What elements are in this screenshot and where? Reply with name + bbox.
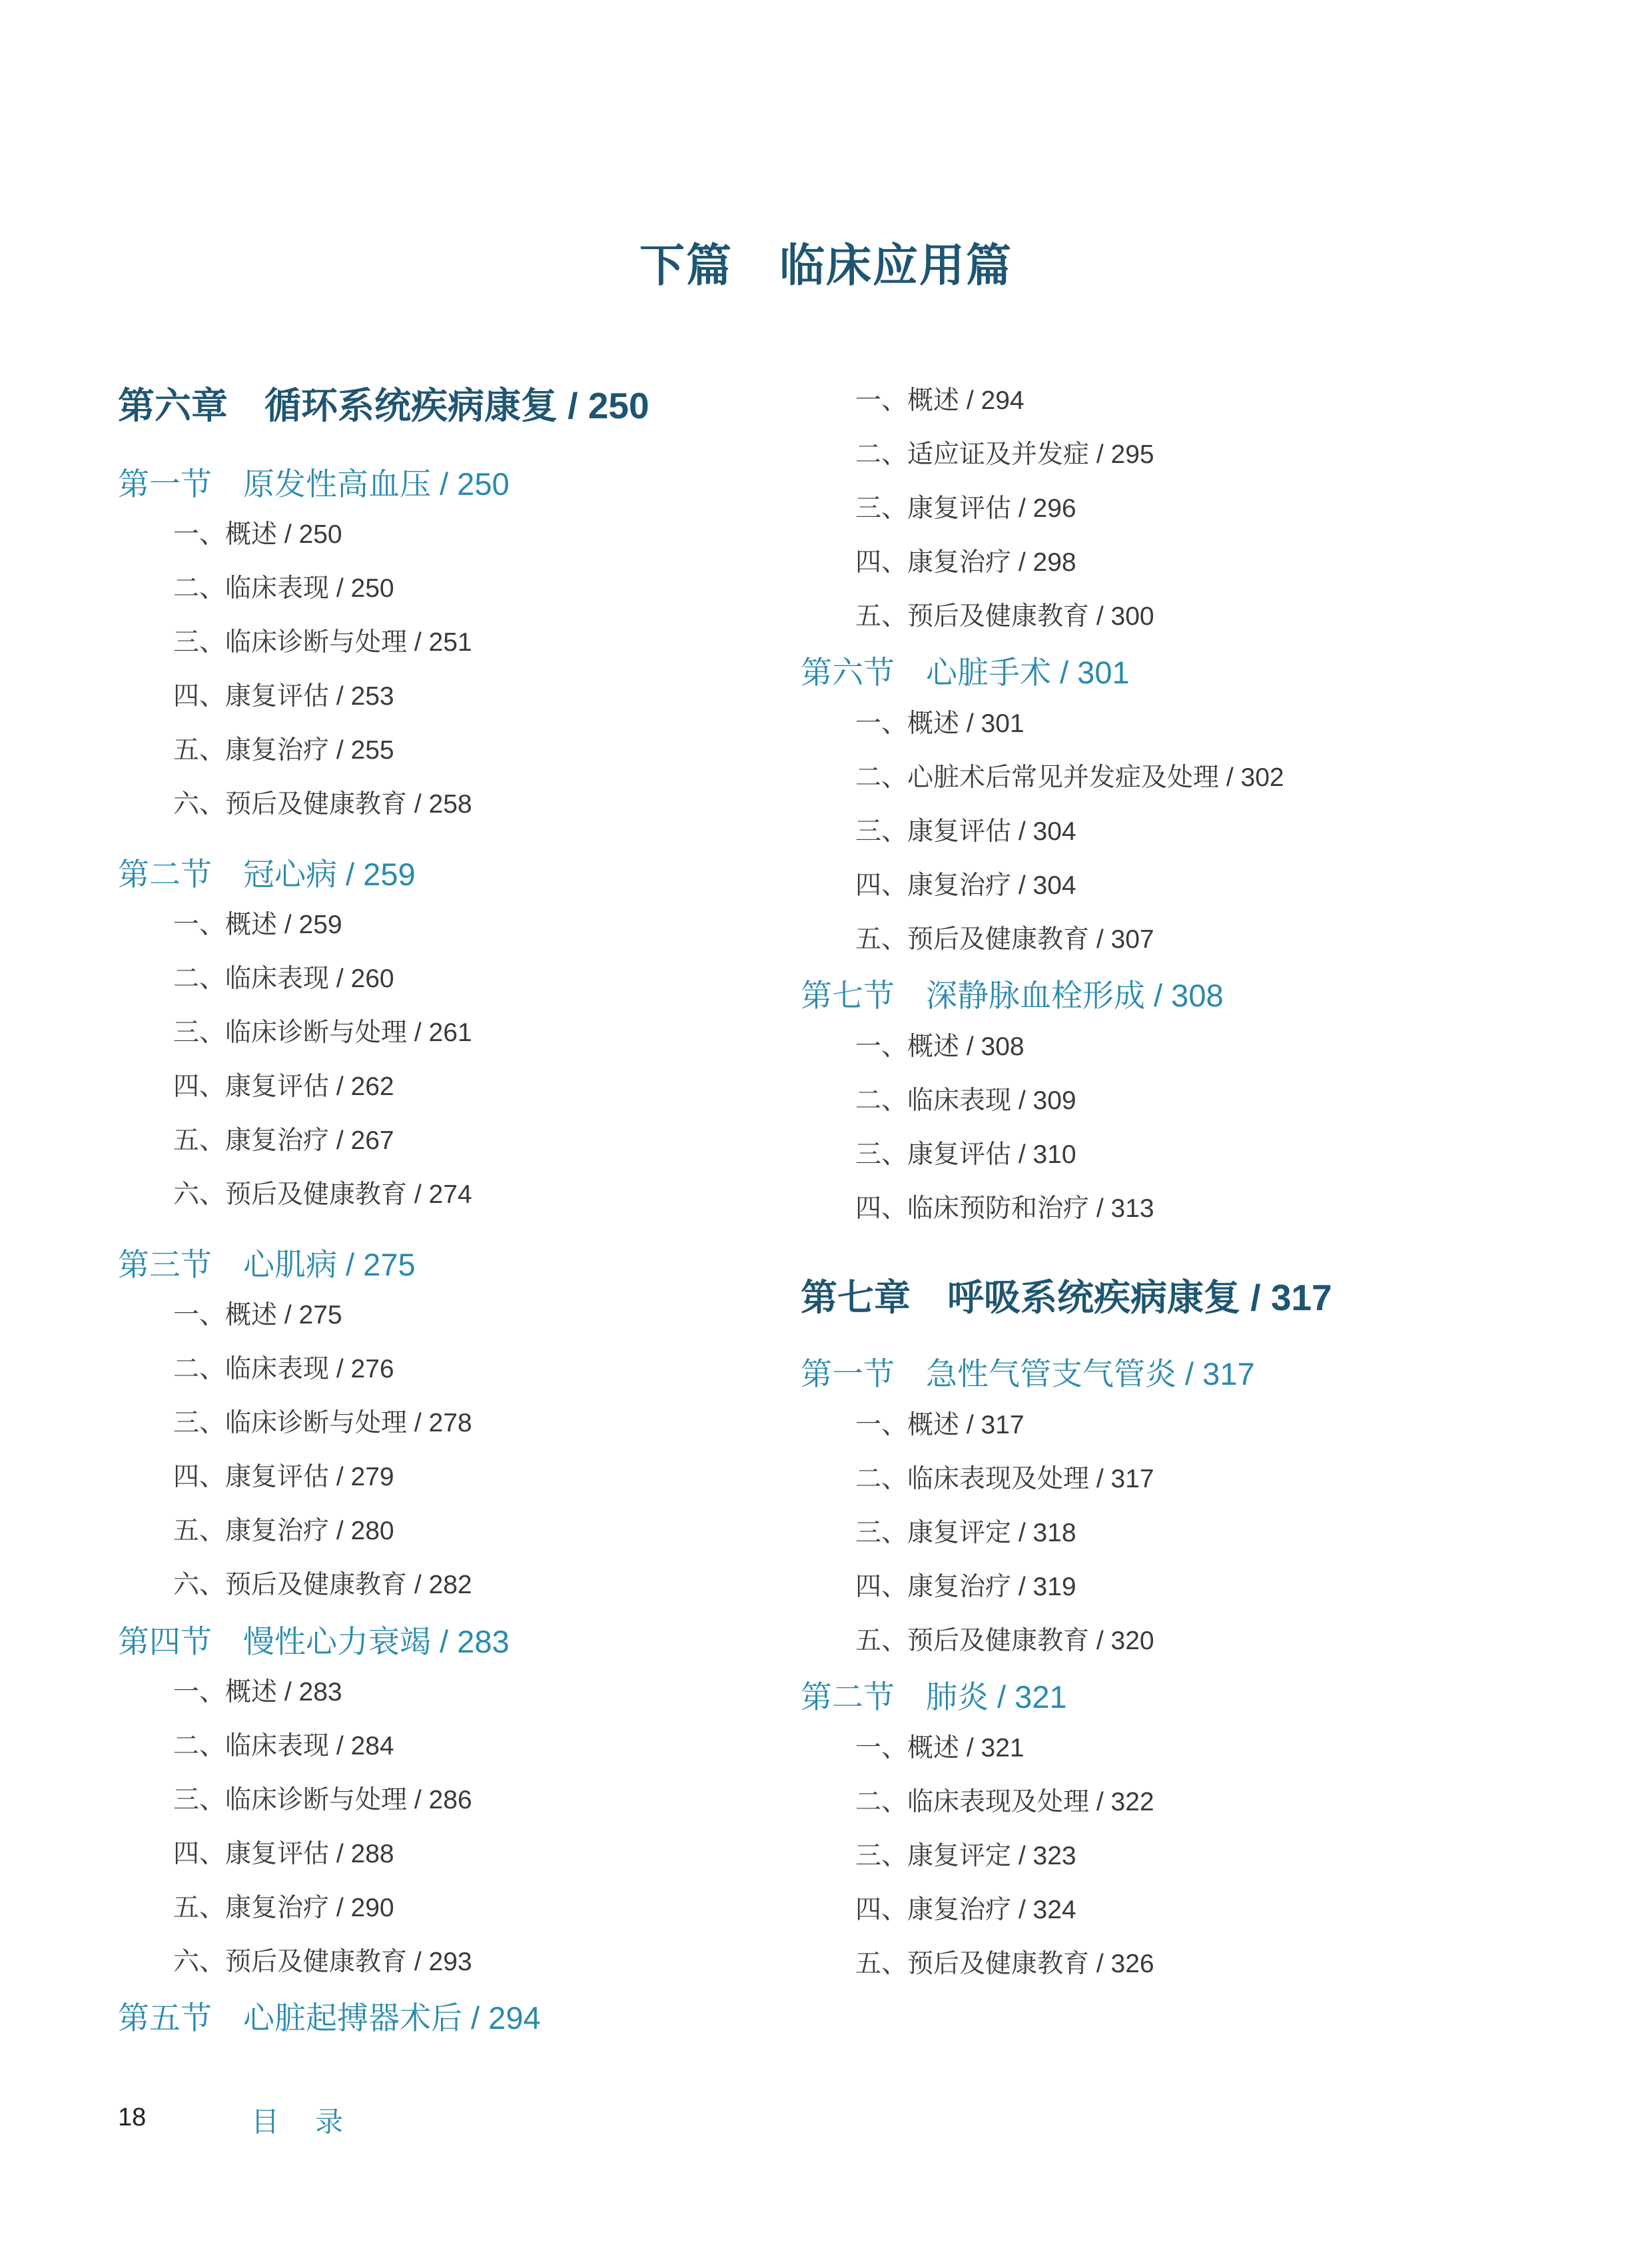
- toc-item: 五、康复治疗 / 280: [173, 1517, 394, 1545]
- toc-item: 二、临床表现 / 276: [173, 1355, 394, 1383]
- toc-item: 三、康复评定 / 323: [855, 1842, 1076, 1870]
- toc-chapter: 第六章 循环系统疾病康复 / 250: [118, 385, 649, 426]
- toc-item: 四、康复评估 / 253: [173, 682, 394, 711]
- toc-item: 六、预后及健康教育 / 282: [173, 1571, 472, 1599]
- toc-section: 第二节 肺炎 / 321: [801, 1679, 1067, 1714]
- toc-item: 四、康复治疗 / 324: [855, 1896, 1076, 1924]
- toc-item: 一、概述 / 283: [173, 1678, 342, 1706]
- toc-item: 一、概述 / 308: [855, 1032, 1025, 1061]
- toc-section: 第五节 心脏起搏器术后 / 294: [118, 2000, 541, 2036]
- footer-page-number: 18: [118, 2103, 147, 2131]
- toc-item: 五、预后及健康教育 / 300: [855, 602, 1154, 631]
- toc-item: 三、康复评估 / 310: [855, 1140, 1076, 1169]
- toc-item: 五、预后及健康教育 / 326: [855, 1950, 1154, 1978]
- toc-item: 四、康复治疗 / 298: [855, 548, 1076, 577]
- toc-item: 六、预后及健康教育 / 293: [173, 1948, 472, 1976]
- toc-item: 二、临床表现 / 284: [173, 1732, 394, 1760]
- toc-item: 二、临床表现及处理 / 317: [855, 1465, 1154, 1493]
- toc-item: 五、康复治疗 / 290: [173, 1894, 394, 1922]
- page-title: 下篇 临床应用篇: [639, 239, 1013, 292]
- toc-item: 二、心脏术后常见并发症及处理 / 302: [855, 763, 1284, 792]
- toc-item: 一、概述 / 317: [855, 1411, 1025, 1439]
- toc-section: 第二节 冠心病 / 259: [118, 857, 416, 892]
- toc-item: 四、临床预防和治疗 / 313: [855, 1194, 1154, 1223]
- toc-item: 三、康复评定 / 318: [855, 1519, 1076, 1547]
- toc-item: 四、康复评估 / 279: [173, 1463, 394, 1491]
- toc-item: 三、康复评估 / 296: [855, 494, 1076, 523]
- toc-item: 一、概述 / 250: [173, 520, 342, 549]
- toc-chapter: 第七章 呼吸系统疾病康复 / 317: [801, 1277, 1332, 1318]
- toc-item: 二、临床表现及处理 / 322: [855, 1788, 1154, 1816]
- toc-item: 五、康复治疗 / 255: [173, 736, 394, 765]
- toc-item: 五、预后及健康教育 / 307: [855, 925, 1154, 954]
- toc-item: 四、康复评估 / 288: [173, 1840, 394, 1868]
- toc-section: 第六节 心脏手术 / 301: [801, 655, 1130, 690]
- toc-item: 四、康复治疗 / 319: [855, 1573, 1076, 1601]
- toc-item: 三、临床诊断与处理 / 251: [173, 628, 472, 657]
- toc-item: 一、概述 / 294: [855, 386, 1025, 415]
- toc-section: 第一节 原发性高血压 / 250: [118, 466, 510, 502]
- toc-section: 第七节 深静脉血栓形成 / 308: [801, 978, 1224, 1013]
- footer-label: 目录: [251, 2106, 380, 2137]
- toc-item: 六、预后及健康教育 / 258: [173, 790, 472, 819]
- toc-item: 二、适应证及并发症 / 295: [855, 440, 1154, 469]
- toc-section: 第三节 心肌病 / 275: [118, 1247, 416, 1282]
- toc-item: 二、临床表现 / 260: [173, 964, 394, 993]
- toc-item: 二、临床表现 / 250: [173, 574, 394, 603]
- toc-section: 第一节 急性气管支气管炎 / 317: [801, 1356, 1255, 1391]
- toc-item: 一、概述 / 259: [173, 911, 342, 939]
- toc-item: 一、概述 / 275: [173, 1301, 342, 1329]
- toc-item: 三、临床诊断与处理 / 278: [173, 1409, 472, 1437]
- toc-item: 三、康复评估 / 304: [855, 817, 1076, 846]
- toc-item: 三、临床诊断与处理 / 261: [173, 1018, 472, 1047]
- toc-item: 六、预后及健康教育 / 274: [173, 1180, 472, 1209]
- toc-item: 二、临床表现 / 309: [855, 1086, 1076, 1115]
- toc-item: 三、临床诊断与处理 / 286: [173, 1786, 472, 1814]
- toc-section: 第四节 慢性心力衰竭 / 283: [118, 1624, 510, 1659]
- toc-item: 五、预后及健康教育 / 320: [855, 1627, 1154, 1655]
- toc-item: 五、康复治疗 / 267: [173, 1126, 394, 1155]
- toc-item: 一、概述 / 301: [855, 709, 1025, 738]
- toc-item: 一、概述 / 321: [855, 1734, 1025, 1762]
- toc-item: 四、康复治疗 / 304: [855, 871, 1076, 900]
- toc-item: 四、康复评估 / 262: [173, 1072, 394, 1101]
